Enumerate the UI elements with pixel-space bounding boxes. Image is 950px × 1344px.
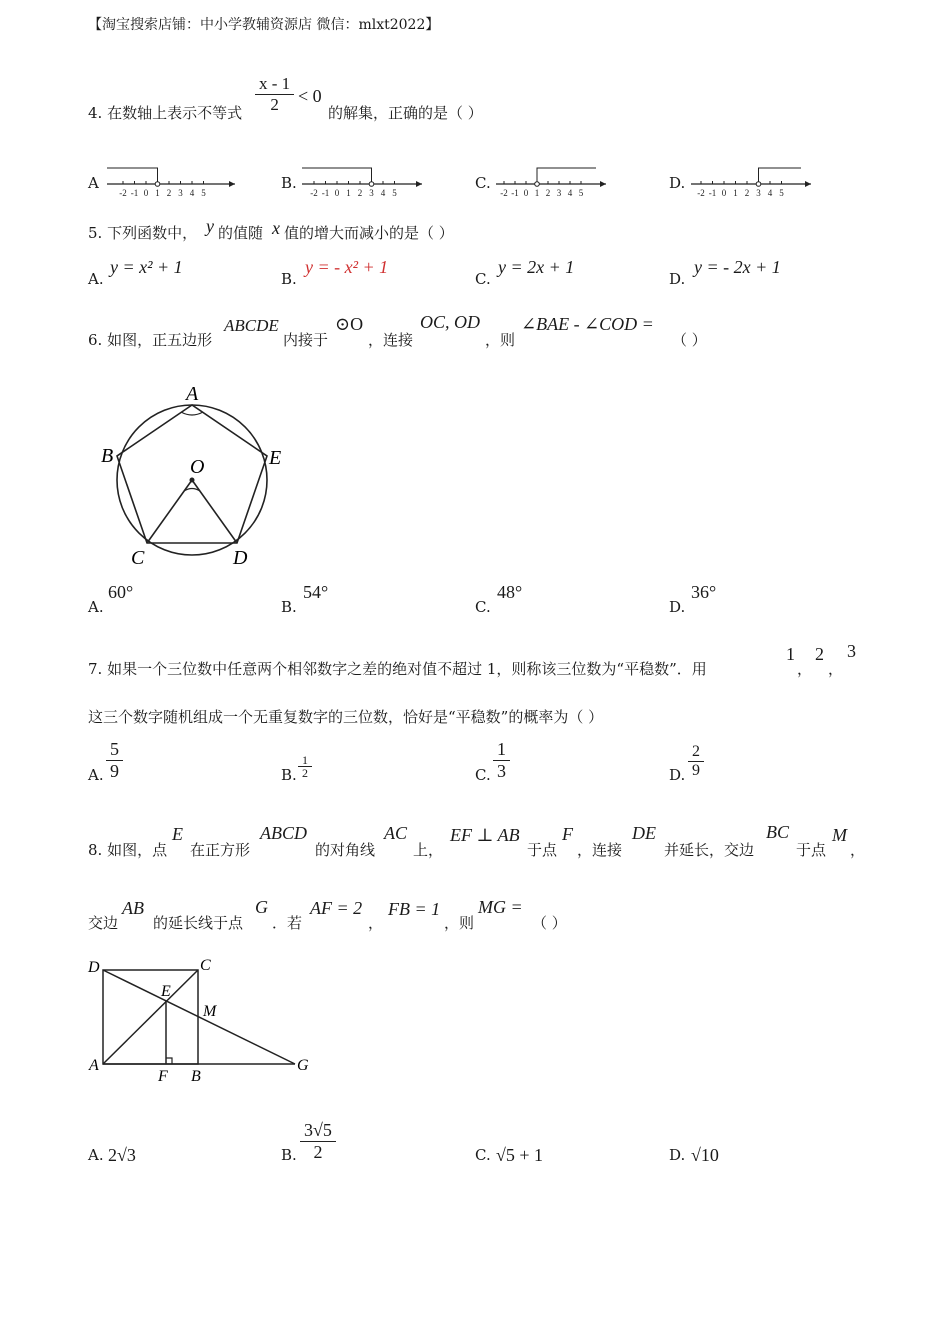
tick-label: 1	[733, 188, 738, 198]
q7-line1: 7. 如果一个三位数中任意两个相邻数字之差的绝对值不超过 1，则称该三位数为“平稳数”．用	[88, 660, 707, 678]
q8-DE: DE	[632, 823, 656, 843]
q7-label-b: B.	[281, 766, 297, 784]
q6-label-a: A.	[88, 598, 104, 616]
q7-opt-b-den: 2	[302, 766, 308, 780]
q8-l2a: 交边	[88, 914, 119, 932]
q8-fig-label-m: M	[203, 1003, 217, 1020]
tick-label: 4	[767, 188, 773, 198]
q7-line2: 这三个数字随机组成一个无重复数字的三位数，恰好是“平稳数”的概率为（ ）	[88, 708, 604, 726]
q7-opt-c	[493, 739, 510, 782]
q8-label-c: C.	[475, 1146, 491, 1164]
q6-fig-label-o: O	[190, 456, 205, 478]
tick-label: 1	[534, 188, 540, 198]
q5-stem-b: 的值随	[218, 224, 264, 242]
tick-label: 2	[545, 188, 551, 198]
q6-expression: ∠BAE - ∠COD =	[521, 314, 654, 334]
q6-pentagon: ABCDE	[224, 316, 279, 335]
q8-E: E	[172, 824, 183, 844]
q6-fig-label-b: B	[101, 445, 114, 467]
q5-var-y: y	[206, 216, 214, 236]
tick-label: 2	[357, 188, 363, 198]
q7-label-c: C.	[475, 766, 491, 784]
q4-ineq: < 0	[298, 86, 322, 106]
q8-AB: AB	[122, 898, 144, 918]
q7-opt-a-num: 5	[110, 739, 119, 759]
q6-label-d: D.	[669, 598, 686, 616]
q8-l2c: ．若	[272, 914, 303, 932]
q6-figure	[95, 378, 295, 573]
q5-opt-b: y = - x² + 1	[305, 257, 389, 277]
q5-label-a: A.	[88, 270, 104, 288]
q8-MG: MG =	[478, 897, 523, 917]
q8-l2d: ，	[368, 914, 384, 932]
tick-label: -1	[321, 188, 330, 198]
q7-opt-b	[298, 754, 312, 779]
q8-p4: 上，	[413, 841, 444, 859]
tick-label: 5	[578, 188, 584, 198]
tick-label: 2	[744, 188, 750, 198]
q4-stem-prefix: 4. 在数轴上表示不等式	[88, 104, 243, 122]
q6-stem-a: 6. 如图，正五边形	[88, 331, 213, 349]
q5-label-b: B.	[281, 270, 297, 288]
q7-opt-d-den: 9	[692, 762, 700, 779]
q7-label-a: A.	[88, 766, 104, 784]
q5-stem-c: 值的增大而减小的是（ ）	[284, 224, 454, 242]
q8-p8: 于点	[796, 841, 827, 859]
tick-label: 3	[369, 188, 374, 198]
q5-opt-c: y = 2x + 1	[498, 257, 575, 277]
q5-label-c: C.	[475, 270, 491, 288]
q8-fig-label-f: F	[158, 1068, 168, 1085]
q8-opt-d: √10	[691, 1145, 719, 1165]
tick-label: -2	[119, 188, 127, 198]
page-header: 【淘宝搜索店铺：中小学教辅资源店 微信：mlxt2022】	[88, 17, 440, 33]
q6-stem-e: （ ）	[672, 331, 707, 349]
tick-label: 0	[721, 188, 727, 198]
q4-numberline-a	[105, 158, 240, 200]
q6-opt-a: 60°	[108, 582, 134, 602]
q8-G: G	[255, 897, 268, 917]
q7-n2: 2	[815, 644, 824, 664]
q6-stem-b: 内接于	[283, 331, 329, 349]
q7-opt-a-den: 9	[106, 760, 123, 782]
q6-opt-d: 36°	[691, 582, 717, 602]
tick-label: 4	[567, 188, 573, 198]
q7-opt-c-den: 3	[497, 761, 506, 781]
tick-label: 0	[523, 188, 529, 198]
q8-l2e: ，则	[444, 914, 475, 932]
q6-fig-label-c: C	[131, 547, 145, 569]
q6-label-c: C.	[475, 598, 491, 616]
tick-label: 5	[201, 188, 206, 198]
q7-opt-c-num: 1	[493, 739, 510, 761]
tick-label: -2	[310, 188, 318, 198]
tick-label: -1	[708, 188, 717, 198]
q4-numberline-d	[689, 158, 814, 200]
q5-opt-d: y = - 2x + 1	[694, 257, 781, 277]
q4-label-d: D.	[669, 174, 686, 192]
q8-p7: 并延长，交边	[664, 841, 755, 859]
q8-fig-label-e: E	[161, 983, 171, 1000]
tick-label: 5	[392, 188, 397, 198]
q4-label-a: A	[88, 174, 99, 192]
q8-p5: 于点	[527, 841, 558, 859]
q8-square: ABCD	[260, 823, 307, 843]
q4-frac-num: x - 1	[255, 74, 294, 95]
tick-label: 5	[779, 188, 784, 198]
q4-numberline-c	[494, 158, 609, 200]
q8-p6: ，连接	[577, 841, 623, 859]
q6-stem-d: ，则	[485, 331, 516, 349]
q5-stem-a: 5. 下列函数中，	[88, 224, 198, 242]
q8-fig-label-g: G	[297, 1057, 309, 1074]
tick-label: -1	[130, 188, 139, 198]
q8-label-d: D.	[669, 1146, 686, 1164]
tick-label: -2	[500, 188, 508, 198]
tick-label: 3	[556, 188, 562, 198]
q7-sep2: ，	[828, 660, 844, 678]
q4-label-c: C.	[475, 174, 491, 192]
tick-label: -1	[511, 188, 519, 198]
q6-segments: OC, OD	[420, 312, 481, 332]
tick-label: 1	[155, 188, 160, 198]
q4-numberline-b	[300, 158, 425, 200]
q8-opt-b-den: 2	[313, 1142, 323, 1162]
q8-l2b: 的延长线于点	[153, 914, 244, 932]
q7-label-d: D.	[669, 766, 686, 784]
q4-frac-den: 2	[270, 95, 279, 114]
q8-fig-label-a: A	[89, 1057, 99, 1074]
q7-n1: 1	[786, 644, 795, 664]
q8-p9: ，	[850, 841, 866, 859]
q8-opt-b-num: 3√5	[300, 1120, 336, 1142]
q7-opt-d-num: 2	[688, 743, 704, 762]
tick-label: 4	[380, 188, 386, 198]
q8-figure	[85, 952, 325, 1087]
q4-stem-suffix: 的解集，正确的是（ ）	[328, 104, 483, 122]
q4-label-b: B.	[281, 174, 297, 192]
q7-opt-a	[106, 739, 123, 782]
q8-opt-a: 2√3	[108, 1145, 136, 1165]
tick-label: 0	[334, 188, 340, 198]
q5-var-x: x	[272, 218, 280, 238]
q4-fraction	[255, 74, 294, 115]
q7-sep1: ，	[797, 660, 813, 678]
q7-n3: 3	[847, 641, 856, 661]
tick-label: 3	[756, 188, 761, 198]
q6-fig-label-d: D	[233, 547, 248, 569]
q6-fig-label-e: E	[269, 447, 282, 469]
q6-fig-label-a: A	[186, 383, 199, 405]
q8-opt-c: √5 + 1	[496, 1145, 544, 1165]
q8-FB: FB = 1	[388, 899, 441, 919]
q8-p2: 在正方形	[190, 841, 251, 859]
q6-label-b: B.	[281, 598, 297, 616]
q7-opt-d	[688, 743, 704, 780]
q8-F: F	[562, 824, 573, 844]
q8-AF: AF = 2	[310, 898, 363, 918]
tick-label: 0	[143, 188, 149, 198]
q8-AC: AC	[384, 823, 408, 843]
q8-M: M	[832, 825, 847, 845]
q8-p3: 的对角线	[315, 841, 376, 859]
q8-fig-label-b: B	[191, 1068, 201, 1085]
tick-label: 1	[346, 188, 351, 198]
q8-p1: 8. 如图，点	[88, 841, 168, 859]
q8-label-b: B.	[281, 1146, 297, 1164]
q8-fig-label-c: C	[200, 957, 211, 974]
q8-l2f: （ ）	[532, 914, 567, 932]
q8-fig-label-d: D	[88, 959, 100, 976]
q6-stem-c: ，连接	[368, 331, 414, 349]
q7-opt-b-num: 1	[298, 754, 312, 767]
q8-BC: BC	[766, 822, 790, 842]
q6-opt-b: 54°	[303, 582, 329, 602]
tick-label: 3	[178, 188, 183, 198]
tick-label: 2	[166, 188, 172, 198]
q8-opt-b	[300, 1120, 336, 1163]
tick-label: 4	[189, 188, 195, 198]
q5-opt-a: y = x² + 1	[110, 257, 183, 277]
q6-opt-c: 48°	[497, 582, 523, 602]
q6-circle: ⊙O	[335, 314, 364, 334]
tick-label: -2	[697, 188, 705, 198]
q5-label-d: D.	[669, 270, 686, 288]
q8-perp: EF ⊥ AB	[450, 825, 520, 845]
q8-label-a: A.	[88, 1146, 104, 1164]
